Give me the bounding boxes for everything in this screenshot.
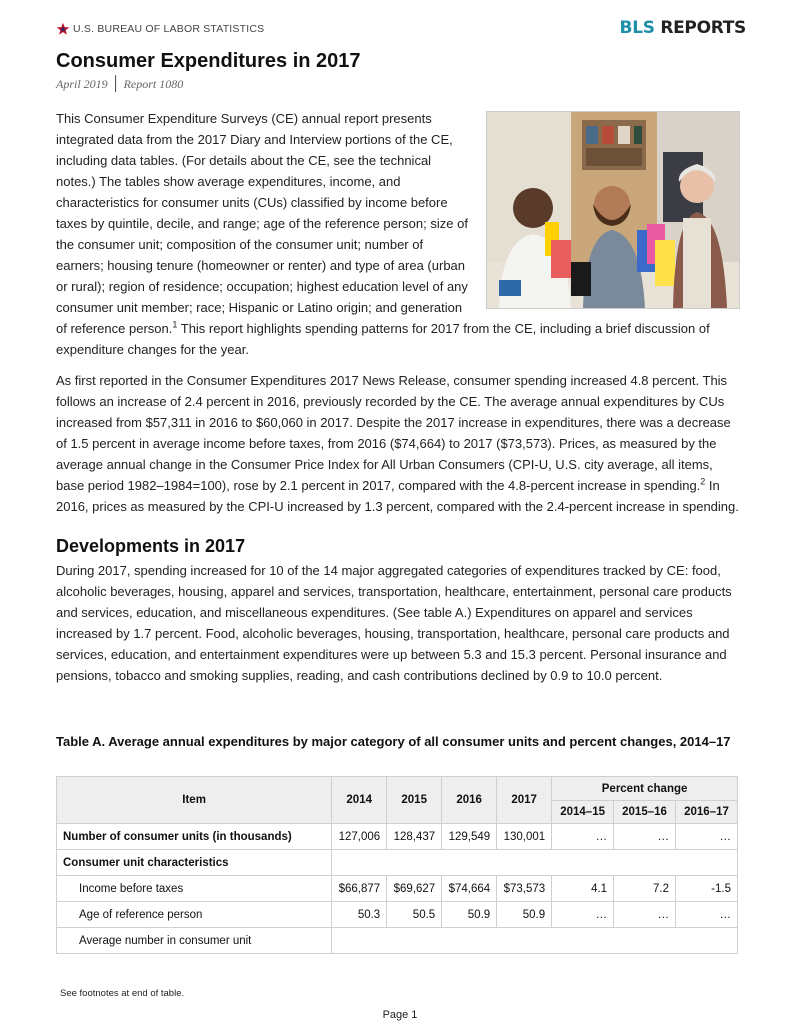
cell: 7.2 [614,876,676,902]
header-percent-change: Percent change [552,777,738,801]
header-pct-2015-16: 2015–16 [614,801,676,824]
shoppers-photo [486,111,740,309]
header-year-2016: 2016 [442,777,497,824]
cell: … [614,902,676,928]
row-label: Number of consumer units (in thousands) [57,824,332,850]
brand-bls: BLS [619,18,655,38]
report-date: April 2019 [56,77,108,91]
header-item: Item [57,777,332,824]
cell: 50.9 [442,902,497,928]
table-row [57,902,738,928]
row-label: Consumer unit characteristics [57,850,332,876]
brand-reports: REPORTS [660,18,746,38]
cell: $66,877 [332,876,387,902]
star-logo-icon [56,22,70,36]
intro-paragraph-2-tail: In 2016, prices as measured by the CPI-U increased by 1.3 percent, compared with the 2.4-percent increase in spending. [56,478,739,514]
cell: 128,437 [387,824,442,850]
shoppers-illustration [487,112,739,308]
header-year-2015: 2015 [387,777,442,824]
cell: … [614,824,676,850]
row-label: Average number in consumer unit [57,928,332,954]
developments-heading: Developments in 2017 [56,536,246,556]
header-bar [56,20,746,44]
footnote-ref-2[interactable]: 2 [700,476,706,487]
header-year-2017: 2017 [497,777,552,824]
table-row [57,928,738,954]
footnote-ref-1[interactable]: 1 [172,319,178,330]
header-pct-2016-17: 2016–17 [676,801,738,824]
page-title: Consumer Expenditures in 2017 [56,50,361,72]
table-a [56,776,738,954]
cell: 4.1 [552,876,614,902]
agency-name [56,22,264,36]
row-label: Income before taxes [57,876,332,902]
cell: 127,006 [332,824,387,850]
cell: -1.5 [676,876,738,902]
cell: 129,549 [442,824,497,850]
intro-paragraph-2 [56,370,740,517]
table-row [57,824,738,850]
report-body [56,108,740,686]
row-label: Age of reference person [57,902,332,928]
agency-label: U.S. BUREAU OF LABOR STATISTICS [73,23,265,35]
cell: … [676,824,738,850]
cell: $73,573 [497,876,552,902]
cell: $69,627 [387,876,442,902]
table-row [57,876,738,902]
table-row [57,850,738,876]
cell: $74,664 [442,876,497,902]
table-a-title: Table A. Average annual expenditures by major category of all consumer units and percent changes, 2014–17 [56,734,731,749]
report-number: Report 1080 [123,77,184,91]
intro-paragraph-1: This Consumer Expenditure Surveys (CE) annual report presents integrated data from the 2017 Diary and Interview portions of the CE, including data tables. (For details about the CE, see the technical notes.) The tables show average expenditures, income, and characteristics for consumer units (CUs) classified by income before taxes by quintile, decile, and range; age of the reference person; size of the consumer unit; composition of the consumer unit; number of earners; housing tenure (homeowner or renter) and type of area (urban or rural); region of residence; occupation; highest education level of any consumer unit member; race; Hispanic or Latino origin; and generation of reference person. [56,111,468,336]
intro-paragraph-2-text: As first reported in the Consumer Expenditures 2017 News Release, consumer spending increased 4.8 percent. This follows an increase of 2.4 percent in 2016, previously recorded by the CE. The average annual expenditures by CUs increased from $57,311 in 2016 to $60,060 in 2017. Despite the 2017 increase in expenditures, there was a decrease of 1.5 percent in average income before taxes, from 2016 ($74,664) to 2017 ($73,573). Prices, as measured by the average annual change in the Consumer Price Index for All Urban Consumers (CPI-U, U.S. city average, all items, base period 1982–1984=100), rose by 2.1 percent in 2017, compared with the 4.8-percent increase in spending. [56,373,731,493]
intro-paragraph-1-tail: This report highlights spending patterns for 2017 from the CE, including a brief discussion of expenditure changes for the year. [56,321,710,357]
cell: 50.3 [332,902,387,928]
header-pct-2014-15: 2014–15 [552,801,614,824]
header-year-2014: 2014 [332,777,387,824]
empty-cell [332,928,738,954]
table-footnote-note: See footnotes at end of table. [60,988,185,999]
cell: … [676,902,738,928]
developments-paragraph: During 2017, spending increased for 10 of the 14 major aggregated categories of expenditures tracked by CE: food, alcoholic beverages, housing, apparel and services, transportation, healthcare, entertainment, personal care products and services, education, and miscellaneous expenditures. (See table A.) Expenditures on apparel and services increased by 1.7 percent. Food, alcoholic beverages, housing, transportation, healthcare, personal care products and services, education, and entertainment expenditures were up between 5.3 and 15.3 percent. Personal insurance and pensions, tobacco and smoking supplies, reading, and cash contributions declined by 0.9 to 10.0 percent. [56,563,732,683]
cell: … [552,824,614,850]
cell: 50.5 [387,902,442,928]
cell: … [552,902,614,928]
cell: 50.9 [497,902,552,928]
meta-separator: │ [110,77,121,92]
page-number: Page 1 [382,1009,418,1021]
report-meta [56,77,183,93]
bls-reports-logo [620,18,746,38]
empty-cell [332,850,738,876]
cell: 130,001 [497,824,552,850]
